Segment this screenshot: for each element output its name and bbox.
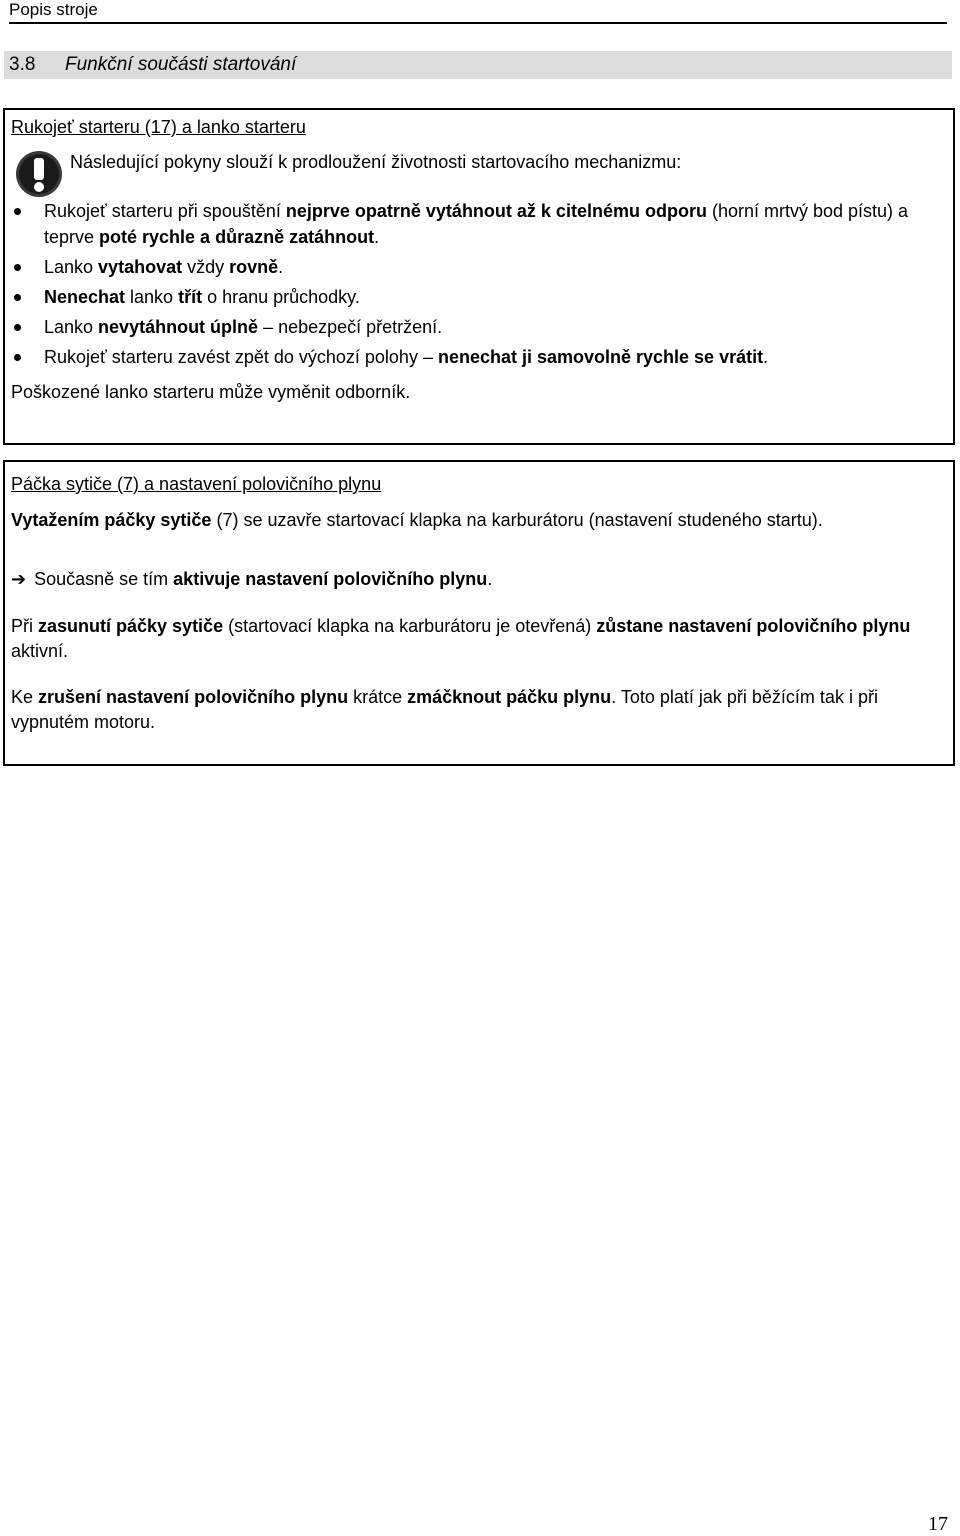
paragraph: Vytažením páčky sytiče (7) se uzavře startovací klapka na karburátoru (nastavení studeného startu). (11, 510, 823, 530)
list-item: Rukojeť starteru zavést zpět do výchozí polohy – nenechat ji samovolně rychle se vrátit. (5, 344, 935, 370)
choke-lever-box (3, 460, 955, 766)
list-item: Lanko nevytáhnout úplně – nebezpečí přetržení. (5, 314, 935, 340)
paragraph: Při zasunutí páčky sytiče (startovací klapka na karburátoru je otevřená) zůstane nastavení polovičního plynu aktivní. (11, 616, 911, 661)
warning-row (15, 150, 935, 198)
list-item: Lanko vytahovat vždy rovně. (5, 254, 935, 280)
bullet-icon (14, 208, 21, 215)
page-number: 17 (928, 1513, 948, 1535)
arrow-right-icon: ➔ (11, 569, 27, 589)
list-item: Nenechat lanko třít o hranu průchodky. (5, 284, 935, 310)
replacement-note: Poškozené lanko starteru může vyměnit odborník. (11, 382, 411, 402)
bullet-icon (14, 294, 21, 301)
section-title: Funkční součásti startování (65, 54, 297, 75)
exclamation-warning-icon (15, 150, 63, 198)
section-heading (4, 51, 952, 79)
warning-text: Následující pokyny slouží k prodloužení životnosti startovacího mechanizmu: (70, 152, 682, 172)
paragraph: ➔ Současně se tím aktivuje nastavení polovičního plynu. (11, 569, 493, 589)
header-title: Popis stroje (9, 0, 98, 19)
bullet-icon (14, 264, 21, 271)
bullet-icon (14, 354, 21, 361)
box-title: Páčka sytiče (7) a nastavení polovičního plynu (11, 474, 382, 494)
paragraph: Ke zrušení nastavení polovičního plynu krátce zmáčknout páčku plynu. Toto platí jak při běžícím tak i při vypnutém motoru. (11, 687, 878, 732)
list-item: Rukojeť starteru při spouštění nejprve opatrně vytáhnout až k citelnému odporu (horní mrtvý bod pístu) a teprve poté rychle a důrazně zatáhnout. (5, 198, 935, 250)
page-header (9, 0, 947, 24)
section-number: 3.8 (9, 54, 36, 75)
starter-handle-box (3, 108, 955, 445)
box-title: Rukojeť starteru (17) a lanko starteru (11, 117, 306, 137)
instruction-list (5, 198, 935, 374)
bullet-icon (14, 324, 21, 331)
